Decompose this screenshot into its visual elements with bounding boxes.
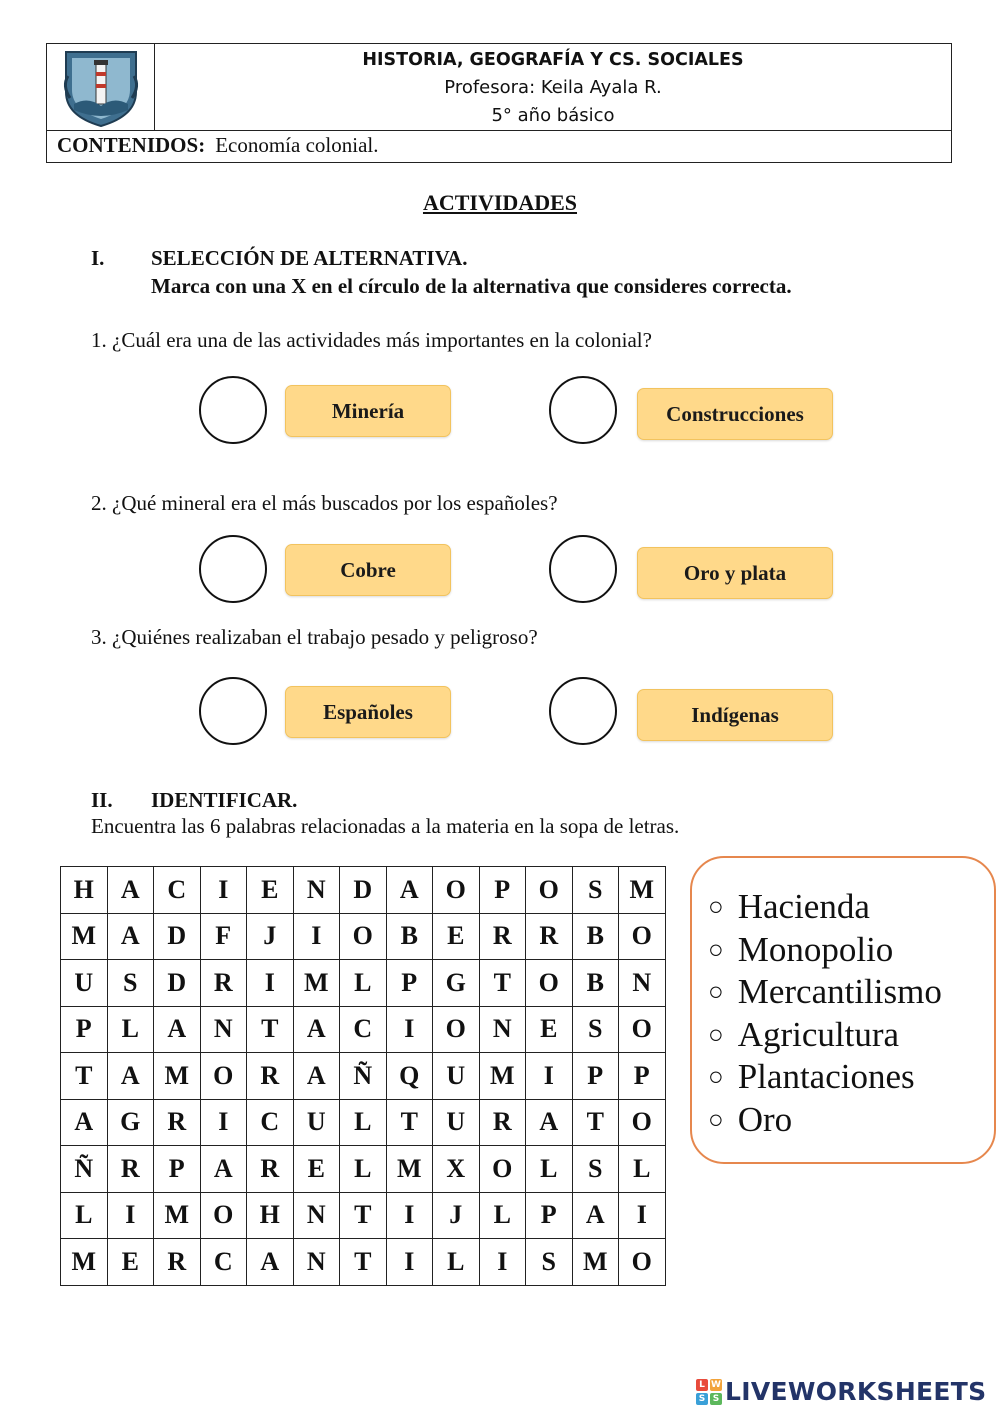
grid-cell[interactable]: L	[433, 1239, 480, 1286]
grid-cell[interactable]: I	[200, 1099, 247, 1146]
grid-cell[interactable]: O	[433, 1006, 480, 1053]
grid-cell[interactable]: P	[386, 960, 433, 1007]
grid-cell[interactable]: E	[293, 1146, 340, 1193]
grid-cell[interactable]: J	[433, 1192, 480, 1239]
grid-cell[interactable]: M	[154, 1192, 201, 1239]
grid-cell[interactable]: A	[572, 1192, 619, 1239]
grid-cell[interactable]: C	[200, 1239, 247, 1286]
lighthouse-crest-icon	[58, 46, 144, 128]
grid-cell[interactable]: L	[61, 1192, 108, 1239]
teacher-name: Profesora: Keila Ayala R.	[444, 77, 662, 98]
grid-cell[interactable]: E	[526, 1006, 573, 1053]
grid-cell[interactable]: O	[433, 867, 480, 914]
option-1b[interactable]: Construcciones	[637, 388, 833, 440]
grid-cell[interactable]: E	[433, 913, 480, 960]
answer-circle-1b[interactable]	[549, 376, 617, 444]
grid-cell[interactable]: O	[619, 1006, 666, 1053]
grid-cell[interactable]: U	[293, 1099, 340, 1146]
option-2b[interactable]: Oro y plata	[637, 547, 833, 599]
header-text	[155, 44, 951, 132]
grid-cell[interactable]: D	[154, 913, 201, 960]
grid-cell[interactable]: C	[154, 867, 201, 914]
grid-row	[61, 1006, 666, 1053]
grid-cell[interactable]: O	[619, 913, 666, 960]
grid-cell[interactable]: B	[572, 913, 619, 960]
grid-cell[interactable]: R	[154, 1239, 201, 1286]
grid-cell[interactable]: A	[293, 1006, 340, 1053]
circle-bullet-icon: ○	[708, 892, 724, 921]
grid-cell[interactable]: J	[247, 913, 294, 960]
section1-number: I.	[91, 246, 105, 270]
grid-cell[interactable]: R	[479, 913, 526, 960]
grid-cell[interactable]: R	[526, 913, 573, 960]
school-logo	[47, 44, 155, 130]
grid-cell[interactable]: O	[200, 1192, 247, 1239]
grid-cell[interactable]: E	[247, 867, 294, 914]
grid-cell[interactable]: I	[200, 867, 247, 914]
circle-bullet-icon: ○	[708, 1019, 724, 1049]
grid-cell[interactable]: T	[247, 1006, 294, 1053]
grid-cell[interactable]: A	[386, 867, 433, 914]
option-2a[interactable]: Cobre	[285, 544, 451, 596]
grid-cell[interactable]: T	[572, 1099, 619, 1146]
grid-cell[interactable]: U	[433, 1053, 480, 1100]
grid-row	[61, 1192, 666, 1239]
grid-cell[interactable]: A	[107, 867, 154, 914]
grid-cell[interactable]: T	[340, 1239, 387, 1286]
grid-row	[61, 867, 666, 914]
grid-cell[interactable]: T	[61, 1053, 108, 1100]
grid-row	[61, 960, 666, 1007]
grid-cell[interactable]: F	[200, 913, 247, 960]
grid-cell[interactable]: U	[61, 960, 108, 1007]
grid-cell[interactable]: O	[619, 1239, 666, 1286]
grid-cell[interactable]: I	[107, 1192, 154, 1239]
grid-cell[interactable]: L	[340, 1099, 387, 1146]
liveworksheets-brand	[696, 1377, 986, 1406]
grid-cell[interactable]: I	[619, 1192, 666, 1239]
answer-circle-1a[interactable]	[199, 376, 267, 444]
word-list-item	[708, 1014, 994, 1057]
grid-cell[interactable]: T	[340, 1192, 387, 1239]
grid-cell[interactable]: I	[386, 1006, 433, 1053]
section2-number: II.	[91, 788, 113, 812]
grid-cell[interactable]: C	[340, 1006, 387, 1053]
circle-bullet-icon: ○	[708, 934, 724, 964]
grid-cell[interactable]: M	[619, 867, 666, 914]
grid-cell[interactable]: P	[479, 867, 526, 914]
grid-cell[interactable]: G	[433, 960, 480, 1007]
grid-cell[interactable]: M	[386, 1146, 433, 1193]
grid-cell[interactable]: P	[619, 1053, 666, 1100]
grid-cell[interactable]: A	[154, 1006, 201, 1053]
option-3a[interactable]: Españoles	[285, 686, 451, 738]
word-list-item	[708, 1056, 994, 1099]
grid-cell[interactable]: I	[386, 1239, 433, 1286]
grid-cell[interactable]: N	[200, 1006, 247, 1053]
grid-cell[interactable]: L	[526, 1146, 573, 1193]
grid-row	[61, 913, 666, 960]
circle-bullet-icon: ○	[708, 1104, 724, 1134]
grid-cell[interactable]: O	[340, 913, 387, 960]
grid-cell[interactable]: R	[107, 1146, 154, 1193]
grid-cell[interactable]: O	[526, 960, 573, 1007]
grid-cell[interactable]: S	[572, 867, 619, 914]
brand-name: LIVEWORKSHEETS	[725, 1377, 987, 1406]
grid-cell[interactable]: L	[340, 1146, 387, 1193]
word-list-item	[708, 886, 994, 929]
grid-cell[interactable]: P	[526, 1192, 573, 1239]
answer-circle-3a[interactable]	[199, 677, 267, 745]
grid-cell[interactable]: O	[479, 1146, 526, 1193]
subject-title: HISTORIA, GEOGRAFÍA Y CS. SOCIALES	[362, 50, 744, 70]
answer-circle-2b[interactable]	[549, 535, 617, 603]
grid-cell[interactable]: I	[526, 1053, 573, 1100]
question-3: 3. ¿Quiénes realizaban el trabajo pesado y peligroso?	[91, 625, 538, 649]
grid-row	[61, 1239, 666, 1286]
word-list-item	[708, 929, 994, 972]
grid-cell[interactable]: M	[293, 960, 340, 1007]
grid-cell[interactable]: I	[247, 960, 294, 1007]
grid-cell[interactable]: Ñ	[61, 1146, 108, 1193]
grid-cell[interactable]: A	[293, 1053, 340, 1100]
grid-cell[interactable]: R	[247, 1053, 294, 1100]
grid-cell[interactable]: S	[572, 1146, 619, 1193]
word-list-box	[690, 856, 996, 1164]
grid-cell[interactable]: L	[107, 1006, 154, 1053]
grid-cell[interactable]: H	[61, 867, 108, 914]
grid-row	[61, 1146, 666, 1193]
section1-instruction: Marca con una X en el círculo de la alternativa que consideres correcta.	[151, 274, 792, 298]
grid-cell[interactable]: M	[154, 1053, 201, 1100]
word-text: Hacienda	[737, 887, 870, 926]
grid-cell[interactable]: D	[340, 867, 387, 914]
grid-cell[interactable]: R	[247, 1146, 294, 1193]
grid-cell[interactable]: S	[107, 960, 154, 1007]
grid-cell[interactable]: G	[107, 1099, 154, 1146]
grid-cell[interactable]: R	[154, 1099, 201, 1146]
grid-cell[interactable]: M	[572, 1239, 619, 1286]
word-text: Oro	[737, 1099, 793, 1139]
grid-cell[interactable]: A	[61, 1099, 108, 1146]
question-2: 2. ¿Qué mineral era el más buscados por los españoles?	[91, 491, 558, 515]
grid-cell[interactable]: T	[479, 960, 526, 1007]
grid-cell[interactable]: L	[340, 960, 387, 1007]
grid-cell[interactable]: M	[61, 913, 108, 960]
grid-cell[interactable]: N	[479, 1006, 526, 1053]
word-text: Monopolio	[737, 929, 894, 969]
word-list-item	[708, 1099, 994, 1142]
grid-cell[interactable]: P	[61, 1006, 108, 1053]
word-text: Agricultura	[737, 1014, 900, 1054]
answer-circle-3b[interactable]	[549, 677, 617, 745]
word-text: Plantaciones	[737, 1057, 915, 1096]
word-list-item	[708, 971, 994, 1014]
grid-row	[61, 1099, 666, 1146]
grid-cell[interactable]: I	[386, 1192, 433, 1239]
grid-cell[interactable]: B	[572, 960, 619, 1007]
grid-cell[interactable]: O	[526, 867, 573, 914]
grid-cell[interactable]: L	[619, 1146, 666, 1193]
grid-cell[interactable]: R	[479, 1099, 526, 1146]
circle-bullet-icon: ○	[708, 977, 724, 1006]
option-3b[interactable]: Indígenas	[637, 689, 833, 741]
grid-cell[interactable]: Ñ	[340, 1053, 387, 1100]
contents-label: CONTENIDOS:	[57, 133, 206, 157]
grid-cell[interactable]: M	[479, 1053, 526, 1100]
grid-cell[interactable]: U	[433, 1099, 480, 1146]
grid-cell[interactable]: B	[386, 913, 433, 960]
grid-cell[interactable]: A	[526, 1099, 573, 1146]
word-search-grid	[60, 866, 666, 1286]
grid-cell[interactable]: P	[572, 1053, 619, 1100]
contents-value: Economía colonial.	[215, 133, 379, 157]
grid-cell[interactable]: N	[293, 1239, 340, 1286]
grid-cell[interactable]: C	[247, 1099, 294, 1146]
header-box	[46, 43, 952, 131]
liveworksheets-logo-icon: L W S S	[696, 1379, 722, 1405]
circle-bullet-icon: ○	[708, 1062, 724, 1091]
contents-row	[46, 130, 952, 163]
grid-cell[interactable]: N	[619, 960, 666, 1007]
grid-cell[interactable]: P	[154, 1146, 201, 1193]
grid-cell[interactable]: A	[247, 1239, 294, 1286]
section2-title: IDENTIFICAR.	[151, 788, 298, 812]
grid-cell[interactable]: A	[200, 1146, 247, 1193]
section2-instruction: Encuentra las 6 palabras relacionadas a la materia en la sopa de letras.	[91, 814, 680, 838]
grid-cell[interactable]: A	[107, 913, 154, 960]
grid-cell[interactable]: N	[293, 867, 340, 914]
grid-cell[interactable]: X	[433, 1146, 480, 1193]
grid-cell[interactable]: N	[293, 1192, 340, 1239]
grid-cell[interactable]: L	[479, 1192, 526, 1239]
grid-cell[interactable]: R	[200, 960, 247, 1007]
grid-cell[interactable]: Q	[386, 1053, 433, 1100]
answer-circle-2a[interactable]	[199, 535, 267, 603]
grid-cell[interactable]: M	[61, 1239, 108, 1286]
grid-cell[interactable]: I	[479, 1239, 526, 1286]
grid-cell[interactable]: O	[200, 1053, 247, 1100]
option-1a[interactable]: Minería	[285, 385, 451, 437]
grid-cell[interactable]: S	[572, 1006, 619, 1053]
grid-row	[61, 1053, 666, 1100]
question-1: 1. ¿Cuál era una de las actividades más importantes en la colonial?	[91, 328, 652, 352]
grid-cell[interactable]: T	[386, 1099, 433, 1146]
grid-cell[interactable]: I	[293, 913, 340, 960]
grade-level: 5° año básico	[491, 105, 615, 126]
grid-cell[interactable]: H	[247, 1192, 294, 1239]
grid-cell[interactable]: O	[619, 1099, 666, 1146]
section1-title: SELECCIÓN DE ALTERNATIVA.	[151, 246, 468, 270]
grid-cell[interactable]: D	[154, 960, 201, 1007]
page-title: ACTIVIDADES	[422, 190, 578, 215]
grid-cell[interactable]: S	[526, 1239, 573, 1286]
word-list	[692, 858, 994, 1141]
word-text: Mercantilismo	[737, 972, 942, 1011]
grid-cell[interactable]: A	[107, 1053, 154, 1100]
grid-cell[interactable]: E	[107, 1239, 154, 1286]
